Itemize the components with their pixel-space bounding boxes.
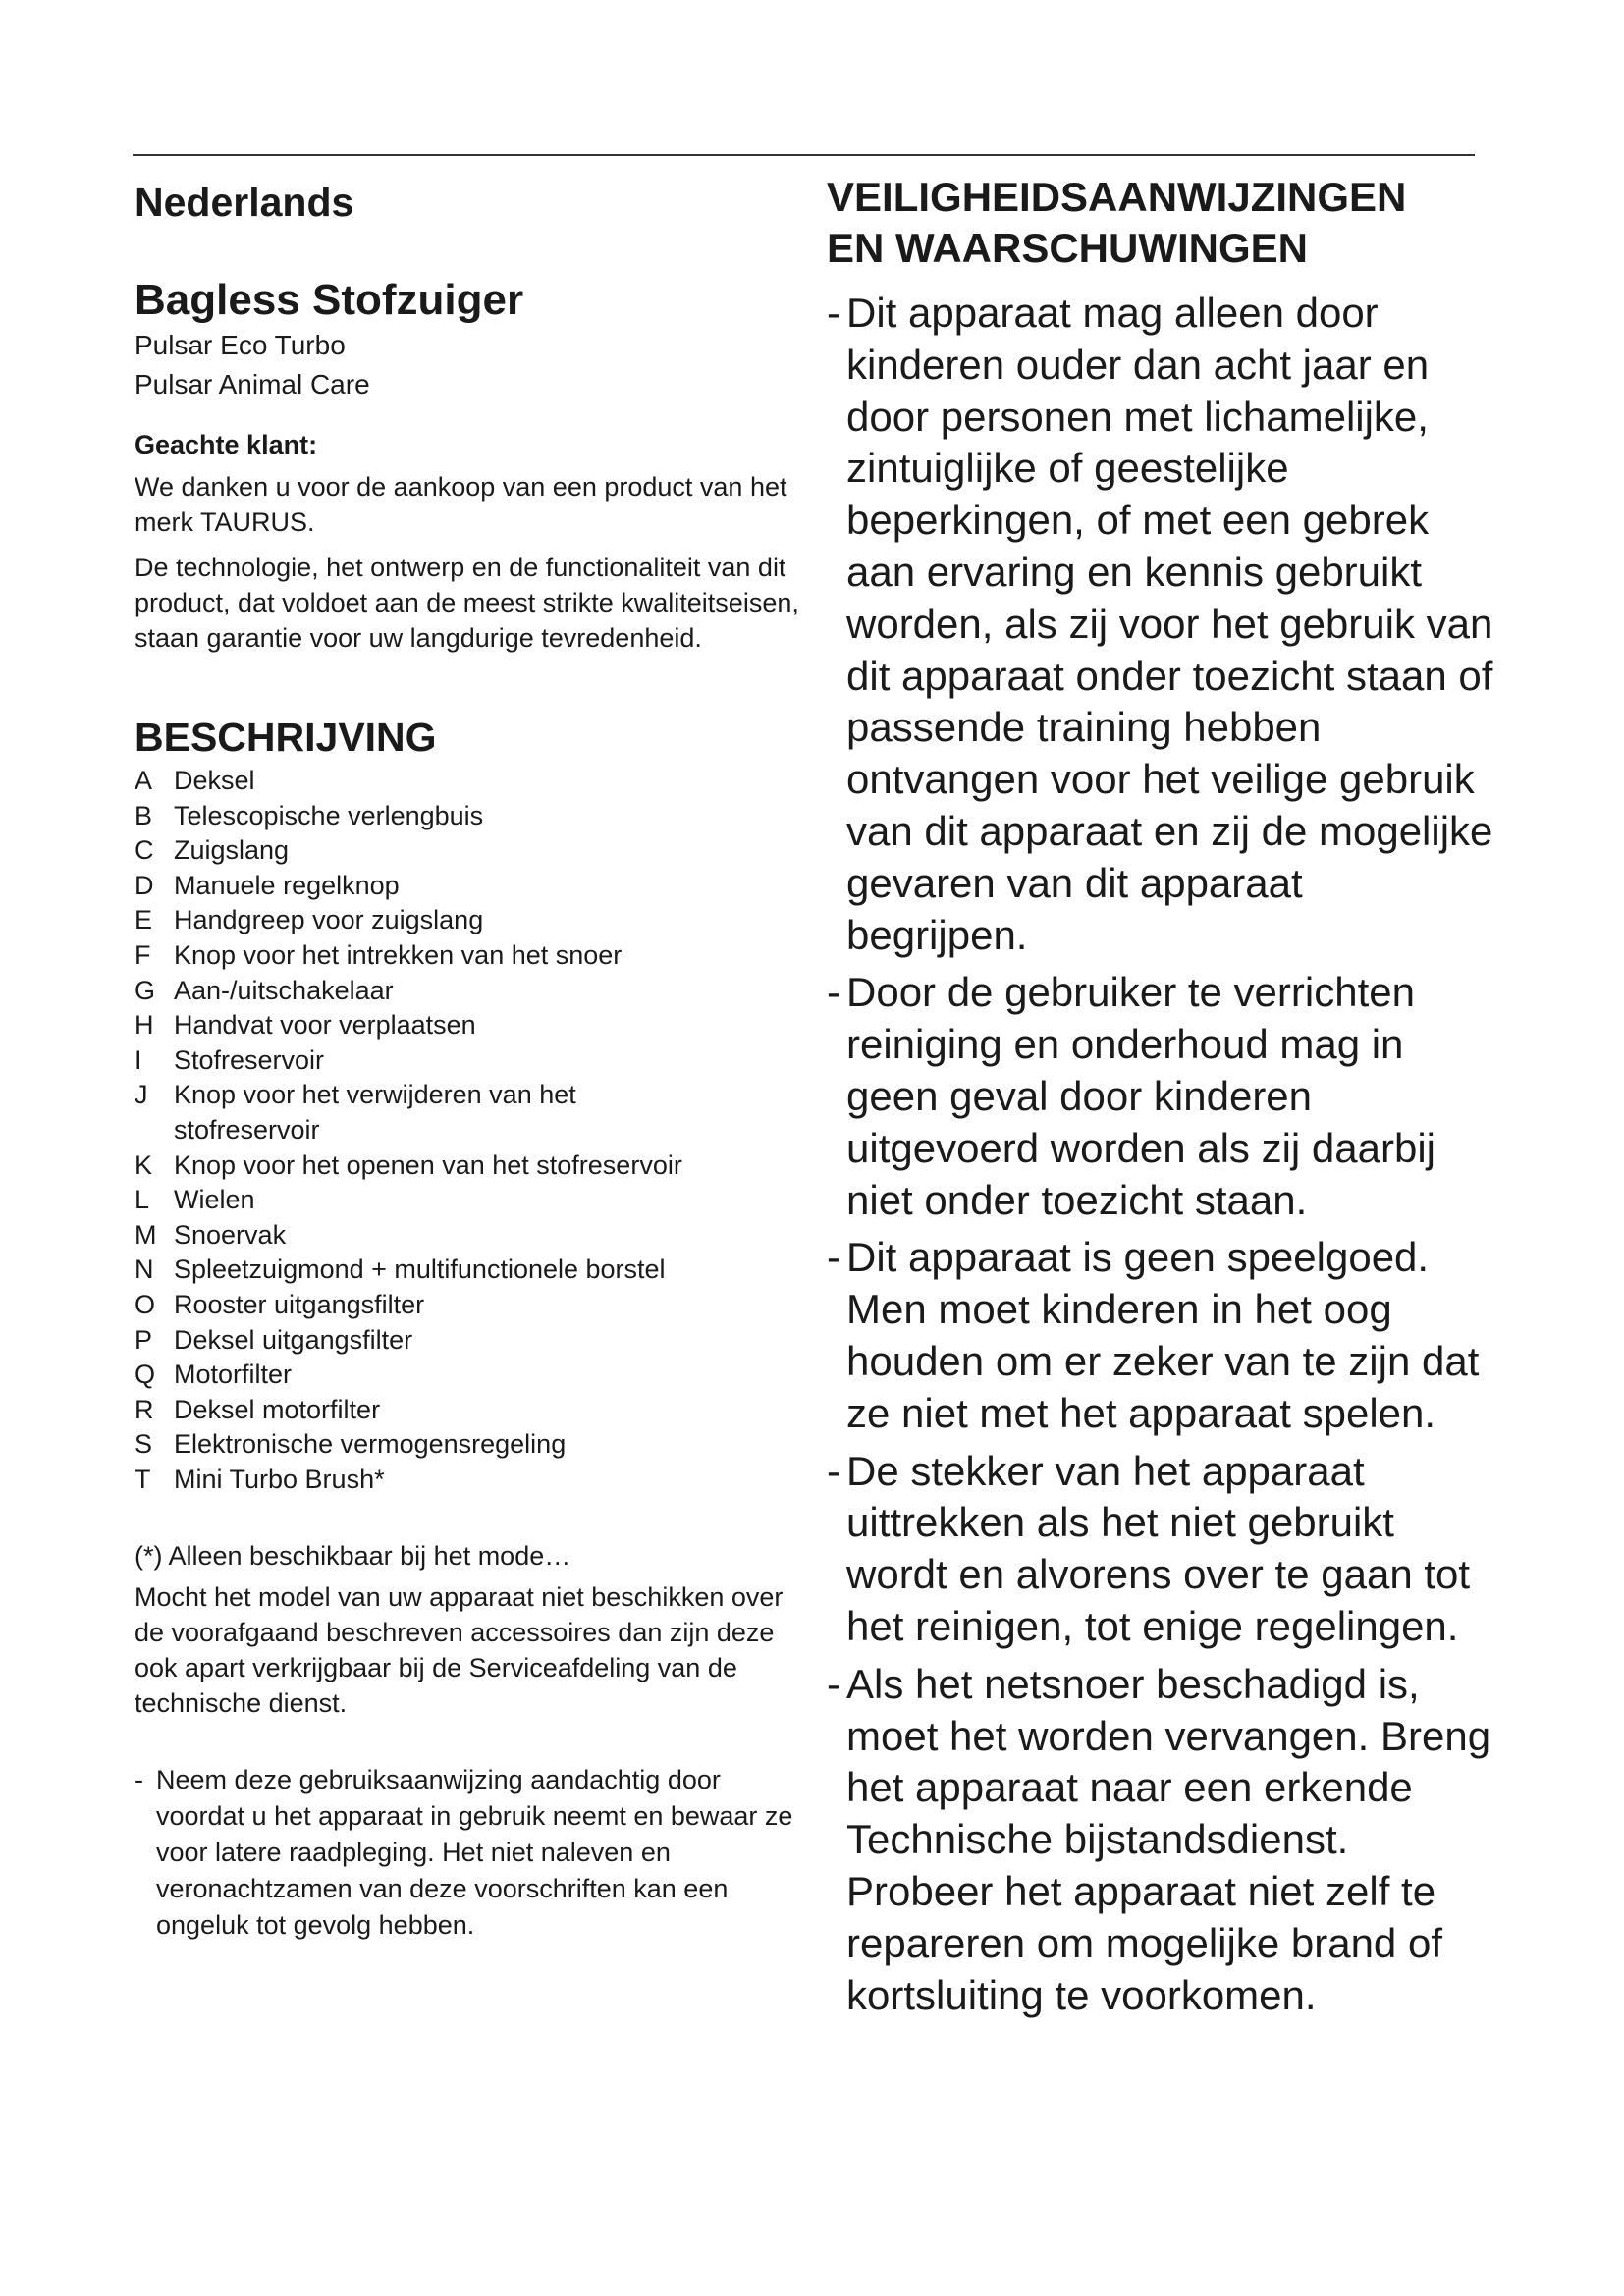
safety-item [827, 1446, 1494, 1653]
safety-text: Als het netsnoer beschadigd is, moet het worden vervangen. Breng het apparaat naar een erkende Technische bijstandsdienst. Probeer het apparaat niet zelf te repareren om mogelijke brand of kortsluiting te voorkomen. [846, 1660, 1491, 2018]
part-label: Zuigslang [174, 835, 290, 866]
part-item [135, 1253, 802, 1288]
part-item [135, 1043, 802, 1079]
part-item [135, 1288, 802, 1323]
part-label: Handgreep voor zuigslang [174, 905, 484, 935]
description-title: BESCHRIJVING [135, 715, 437, 760]
part-label: Wielen [174, 1185, 255, 1215]
bullet-dash: - [827, 1447, 840, 1494]
part-letter: H [135, 1010, 154, 1041]
parts-list [135, 764, 802, 1497]
language-title: Nederlands [135, 180, 354, 225]
part-letter: R [135, 1394, 154, 1424]
part-item [135, 1218, 802, 1254]
model-name: Pulsar Animal Care [135, 369, 370, 400]
part-item [135, 1008, 802, 1043]
part-item [135, 1323, 802, 1359]
safety-text: Door de gebruiker te verrichten reiniging en onderhoud mag in geen geval door kinderen uitgevoerd worden als zij daarbij niet onder toezicht staan. [846, 969, 1435, 1223]
part-letter: B [135, 800, 153, 830]
part-item [135, 903, 802, 938]
part-label: Spleetzuigmond + multifunctionele borstel [174, 1255, 666, 1285]
bullet-dash: - [827, 1234, 840, 1281]
part-letter: Q [135, 1360, 156, 1390]
left-column [135, 172, 802, 1944]
part-item [135, 1427, 802, 1463]
part-item [135, 869, 802, 904]
part-item [135, 833, 802, 869]
bullet-dash: - [827, 290, 840, 336]
part-item [135, 1183, 802, 1218]
part-label: Stofreservoir [174, 1044, 325, 1075]
part-item [135, 1148, 802, 1184]
part-item [135, 764, 802, 799]
part-letter: P [135, 1324, 153, 1355]
part-item [135, 799, 802, 834]
safety-text: Dit apparaat is geen speelgoed. Men moet kinderen in het oog houden om er zeker van te zijn dat ze niet met het apparaat spelen. [846, 1234, 1480, 1436]
part-letter: I [135, 1044, 142, 1075]
bullet-dash: - [827, 969, 840, 1016]
footnote: (*) Alleen beschikbaar bij het mode… [135, 1541, 571, 1572]
part-label: Knop voor het intrekken van het snoer [174, 939, 623, 970]
part-letter: O [135, 1289, 156, 1319]
safety-item [827, 1659, 1494, 2022]
intro-paragraph: We danken u voor de aankoop van een product van het merk TAURUS. [135, 472, 787, 537]
part-label: Telescopische verlengbuis [174, 800, 484, 830]
part-label: Deksel [174, 766, 255, 795]
part-item [135, 1393, 802, 1428]
part-label: Aan-/uitschakelaar [174, 975, 394, 1005]
safety-title-line: EN WAARSCHUWINGEN [827, 225, 1308, 271]
safety-list [827, 288, 1494, 2021]
top-rule [133, 154, 1475, 156]
bullet-dash: - [827, 1660, 840, 1707]
greeting: Geachte klant: [135, 430, 318, 459]
safety-item [827, 288, 1494, 961]
part-letter: M [135, 1219, 157, 1250]
part-letter: J [135, 1080, 148, 1110]
part-item [135, 1078, 802, 1148]
part-letter: K [135, 1149, 153, 1180]
part-letter: L [135, 1185, 150, 1215]
part-label: Snoervak [174, 1219, 287, 1250]
part-letter: A [135, 766, 153, 795]
part-letter: N [135, 1255, 154, 1285]
safety-text: Dit apparaat mag alleen door kinderen ouder dan acht jaar en door personen met lichamelijke, zintuiglijke of geestelijke beperkingen, of met een gebrek aan ervaring en kennis gebruikt worden, als zij voor het gebruik van dit apparaat onder toezicht staan of passende training hebben ontvangen voor het veilige gebruik van dit apparaat en zij de mogelijke gevaren van dit apparaat begrijpen. [846, 290, 1493, 958]
safety-text: De stekker van het apparaat uittrekken als het niet gebruikt wordt en alvorens over te gaan tot het reinigen, tot enige regelingen. [846, 1447, 1471, 1649]
part-label: Elektronische vermogensregeling [174, 1429, 567, 1460]
safety-item [827, 967, 1494, 1226]
right-column [827, 172, 1494, 2027]
part-label: Deksel motorfilter [174, 1394, 381, 1424]
part-label: Knop voor het openen van het stofreservoir [174, 1149, 682, 1180]
instruction-item [135, 1762, 802, 1944]
part-item [135, 1358, 802, 1393]
part-letter: G [135, 975, 156, 1005]
part-letter: T [135, 1464, 151, 1494]
part-letter: E [135, 905, 153, 935]
product-title: Bagless Stofzuiger [135, 276, 524, 324]
safety-item [827, 1232, 1494, 1439]
safety-title-line: VEILIGHEIDSAANWIJZINGEN [827, 174, 1407, 220]
accessories-note: Mocht het model van uw apparaat niet beschikken over de voorafgaand beschreven accessoires dan zijn deze ook apart verkrijgbaar bij de Serviceafdeling van de technische dienst. [135, 1582, 784, 1719]
intro-paragraph: De technologie, het ontwerp en de functionaliteit van dit product, dat voldoet aan de meest strikte kwaliteitseisen, staan garantie voor uw langdurige tevredenheid. [135, 553, 799, 653]
part-label: Rooster uitgangsfilter [174, 1289, 425, 1319]
part-label: Mini Turbo Brush* [174, 1464, 385, 1494]
part-item [135, 1463, 802, 1498]
instruction-text: Neem deze gebruiksaanwijzing aandachtig door voordat u het apparaat in gebruik neemt en bewaar ze voor latere raadpleging. Het niet naleven en veronachtzamen van deze voorschriften kan een ongeluk tot gevolg hebben. [156, 1765, 793, 1941]
part-item [135, 938, 802, 974]
part-letter: S [135, 1429, 153, 1460]
model-name: Pulsar Eco Turbo [135, 330, 346, 360]
part-label: Motorfilter [174, 1360, 293, 1390]
part-label: Manuele regelknop [174, 870, 400, 900]
part-letter: F [135, 939, 151, 970]
part-item [135, 974, 802, 1009]
part-letter: C [135, 835, 154, 866]
part-label: Handvat voor verplaatsen [174, 1010, 476, 1041]
part-label: Deksel uitgangsfilter [174, 1324, 413, 1355]
part-letter: D [135, 870, 154, 900]
bullet-dash: - [135, 1765, 143, 1795]
part-label: Knop voor het verwijderen van het stofreservoir [174, 1080, 576, 1145]
